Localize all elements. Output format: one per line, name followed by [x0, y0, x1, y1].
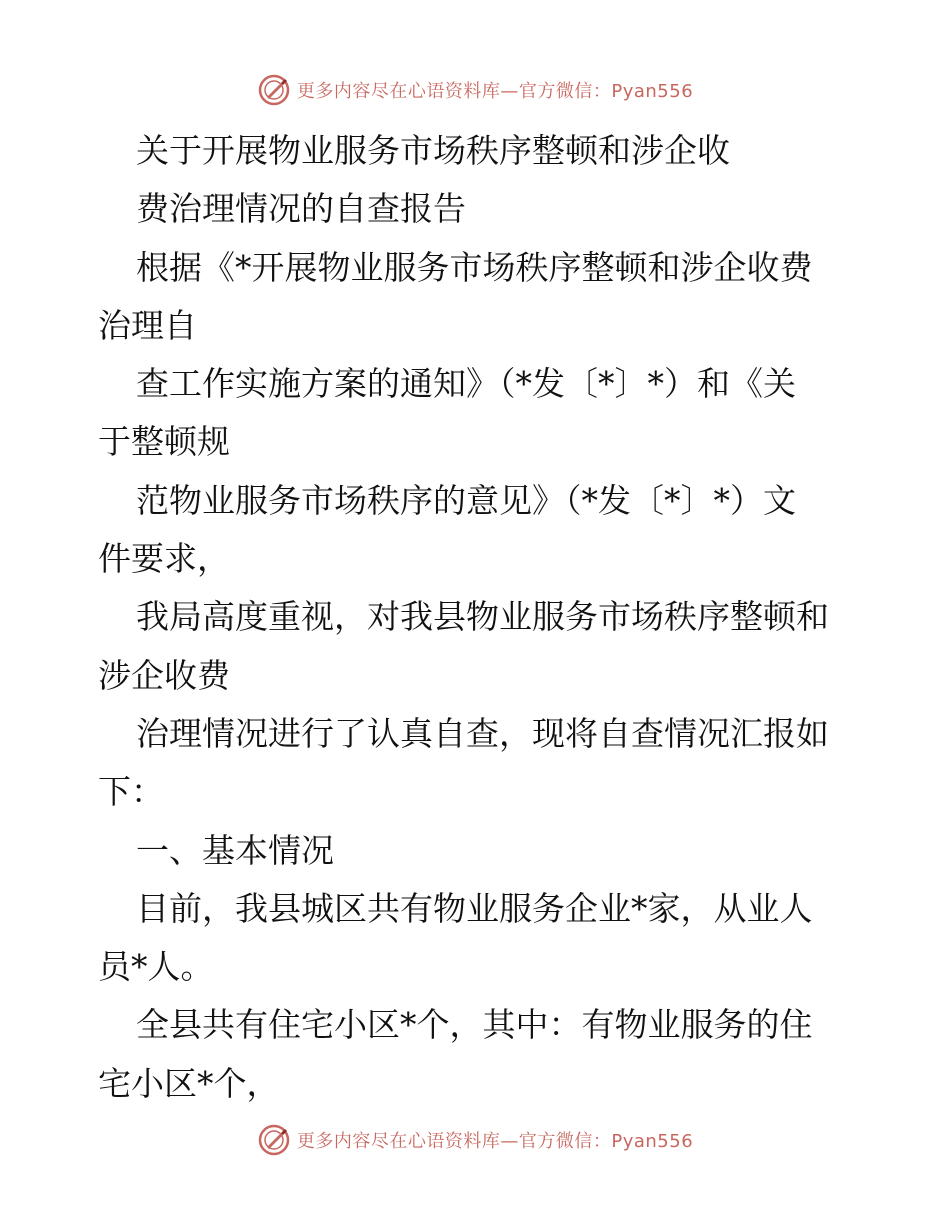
banner-text: 更多内容尽在心语资料库—官方微信：Pyan556: [296, 81, 694, 102]
paragraph-line: 范物业服务市场秩序的意见》（*发〔*〕*）文: [136, 480, 796, 520]
paragraph-line: 宅小区*个，: [98, 1063, 280, 1103]
banner-text: 更多内容尽在心语资料库—官方微信：Pyan556: [296, 1131, 694, 1152]
document-title-line-2: 费治理情况的自查报告: [136, 189, 466, 229]
paragraph-line: 件要求，: [98, 539, 230, 579]
paragraph-line: 下：: [98, 772, 164, 812]
section-heading: 一、基本情况: [136, 830, 334, 870]
paragraph-line: 员*人。: [98, 947, 214, 987]
document-title-line-1: 关于开展物业服务市场秩序整顿和涉企收: [136, 131, 730, 170]
paragraph-line: 全县共有住宅小区*个，其中：有物业服务的住: [136, 1005, 813, 1045]
pen-nib-logo-icon: [257, 73, 291, 107]
paragraph-line: 查工作实施方案的通知》（*发〔*〕*）和《关: [136, 364, 796, 404]
paragraph-line: 根据《*开展物业服务市场秩序整顿和涉企收费: [136, 247, 813, 287]
pen-nib-logo-icon: [257, 1123, 291, 1157]
paragraph-line: 治理情况进行了认真自查，现将自查情况汇报如: [136, 713, 829, 753]
paragraph-line: 涉企收费: [98, 655, 230, 695]
document-body: [98, 122, 858, 1113]
paragraph-line: 我局高度重视，对我县物业服务市场秩序整顿和: [136, 597, 829, 637]
header-watermark-banner: [0, 70, 950, 110]
footer-watermark-banner: [0, 1120, 950, 1160]
paragraph-line: 于整顿规: [98, 422, 230, 462]
paragraph-line: 目前，我县城区共有物业服务企业*家，从业人: [136, 888, 813, 928]
paragraph-line: 治理自: [98, 305, 197, 345]
